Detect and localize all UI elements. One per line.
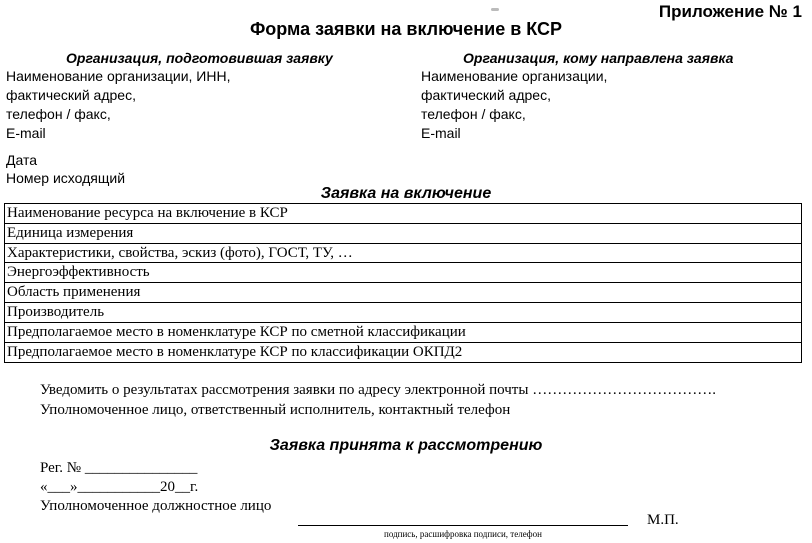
table-row: Производитель (5, 303, 801, 323)
stamp-placeholder: М.П. (647, 512, 679, 528)
signature-line (298, 525, 628, 526)
table-row: Единица измерения (5, 224, 801, 244)
outgoing-number-label: Номер исходящий (6, 170, 126, 186)
sender-heading: Организация, подготовившая заявку (66, 50, 333, 66)
recipient-line-email: E-mail (421, 125, 461, 141)
notification-block (40, 380, 716, 420)
document-meta (6, 151, 125, 187)
responsible-person-line: Уполномоченное лицо, ответственный исполнитель, контактный телефон (40, 402, 511, 418)
table-row: Характеристики, свойства, эскиз (фото), ГОСТ, ТУ, … (5, 244, 801, 264)
date-label: Дата (6, 152, 38, 168)
sender-line-address: фактический адрес, (6, 87, 136, 103)
recipient-line-phone: телефон / факс, (421, 106, 526, 122)
table-row: Наименование ресурса на включение в КСР (5, 204, 801, 224)
recipient-details (421, 67, 607, 143)
request-table (4, 203, 802, 363)
registration-number-line: Рег. № _______________ (40, 460, 198, 476)
sender-details (6, 67, 230, 143)
recipient-line-name: Наименование организации, (421, 68, 608, 84)
table-row: Энергоэффективность (5, 263, 801, 283)
notify-email-line: Уведомить о результатах рассмотрения заявки по адресу электронной почты ………………………………. (40, 382, 716, 398)
table-row: Предполагаемое место в номенклатуре КСР по классификации ОКПД2 (7, 343, 463, 360)
authorized-official-line: Уполномоченное должностное лицо (40, 498, 272, 514)
sender-line-email: E-mail (6, 125, 46, 141)
table-row: Область применения (5, 283, 801, 303)
table-row: Предполагаемое место в номенклатуре КСР по сметной классификации (5, 323, 801, 343)
recipient-heading: Организация, кому направлена заявка (463, 50, 734, 66)
sender-line-name: Наименование организации, ИНН, (6, 68, 231, 84)
scan-speck (491, 8, 499, 11)
acceptance-title: Заявка принята к рассмотрению (269, 437, 543, 454)
registration-date-line: «___»___________20__г. (40, 479, 199, 495)
appendix-label: Приложение № 1 (658, 2, 802, 21)
sender-line-phone: телефон / факс, (6, 106, 111, 122)
signature-caption: подпись, расшифровка подписи, телефон (384, 529, 542, 539)
form-title: Форма заявки на включение в КСР (249, 19, 563, 39)
registration-block (40, 459, 271, 516)
recipient-line-address: фактический адрес, (421, 87, 551, 103)
request-section-title: Заявка на включение (320, 185, 492, 202)
